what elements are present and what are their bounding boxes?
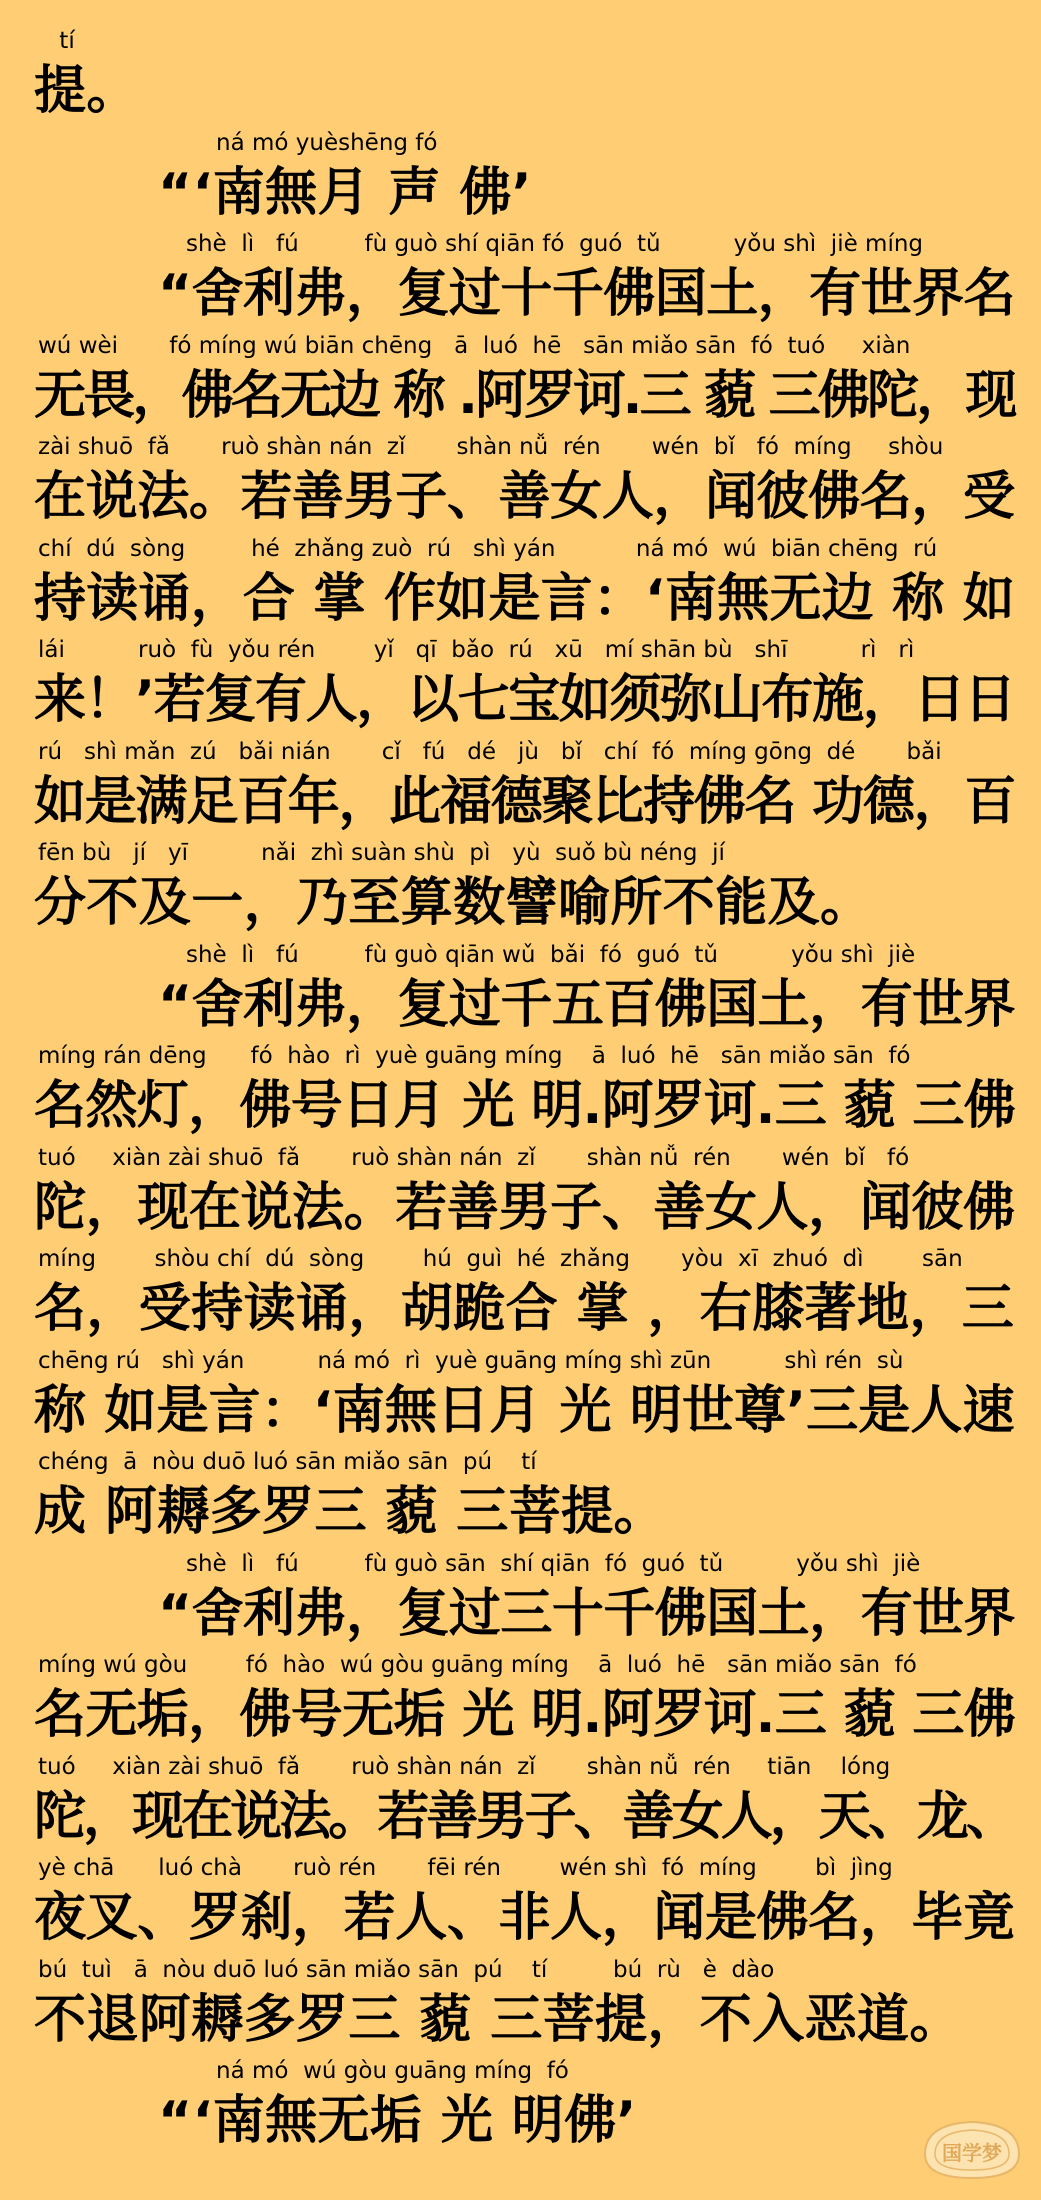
text-line [0,1853,1041,1954]
pinyin-annotation: míng wú gòu fó hào wú gòu guāng míng ā luó hē sān miǎo sān fó [38,1652,917,1678]
chinese-text: 称 如是言：‘南無日月 光 明世尊’三是人速 [34,1380,1015,1441]
chinese-text: 名然灯，佛号日月 光 明.阿罗诃.三 藐 三佛 [34,1076,1016,1136]
chinese-text: 如是满足百年，此福德聚比持佛名 功德，百 [34,771,1016,832]
chinese-text: 名无垢，佛号无垢 光 明.阿罗诃.三 藐 三佛 [34,1685,1016,1745]
pinyin-annotation: míng shòu chí dú sòng hú guì hé zhǎng yòu xī zhuó dì sān [38,1246,963,1272]
chinese-text: “舍利弗，复过三十千佛国土，有世界 [158,1583,1015,1644]
pinyin-annotation: chēng rú shì yán ná mó rì yuè guāng míng shì zūn shì rén sù [38,1347,904,1374]
chinese-text: “‘南無月 声 佛’ [158,162,532,223]
chinese-text: 成 阿耨多罗三 藐 三菩提。 [34,1482,666,1542]
chinese-text: 陀，现在说法。若善男子、善女人，天、龙、 [34,1786,1016,1847]
text-line [0,432,1041,533]
pinyin-annotation: shè lì fú fù guò sān shí qiān fó guó tǔ yǒu shì jiè [186,1550,921,1577]
pinyin-annotation: tí [52,28,75,54]
text-line [0,1955,1041,2056]
pinyin-annotation: yè chā luó chà ruò rén fēi rén wén shì fó míng bì jìng [38,1855,893,1881]
chinese-text: “舍利弗，复过十千佛国土，有世界名 [158,264,1015,324]
pinyin-annotation: chí dú sòng hé zhǎng zuò rú shì yán ná mó wú biān chēng rú [38,535,938,562]
chinese-text: “‘南無无垢 光 明佛’ [158,2091,637,2151]
pinyin-annotation: bú tuì ā nòu duō luó sān miǎo sān pú tí bú rù è dào [38,1956,775,1983]
pinyin-annotation: tuó xiàn zài shuō fǎ ruò shàn nán zǐ shàn nǚ rén wén bǐ fó [38,1144,910,1171]
text-line [0,1650,1041,1751]
text-line [0,1244,1041,1345]
pinyin-annotation: wú wèi fó míng wú biān chēng ā luó hē sān miǎo sān fó tuó xiàn [38,332,911,359]
text-line [0,1143,1041,1244]
pinyin-annotation: zài shuō fǎ ruò shàn nán zǐ shàn nǚ rén wén bǐ fó míng shòu [38,434,944,460]
chinese-text: 来！’若复有人，以七宝如须弥山布施，日日 [34,670,1015,730]
chinese-text: 陀，现在说法。若善男子、善女人，闻彼佛 [34,1177,1015,1238]
text-line [0,737,1041,838]
text-line [0,1752,1041,1853]
text-line [0,1447,1041,1548]
text-line [0,2056,1041,2157]
text-line [0,1549,1041,1650]
chinese-text: 持读诵，合 掌 作如是言：‘南無无边 称 如 [34,568,1015,629]
chinese-text: 无畏，佛名无边 称 .阿罗诃.三 藐 三佛陀，现 [34,365,1015,426]
pinyin-annotation: fēn bù jí yī nǎi zhì suàn shù pì yù suǒ bù néng jí [38,840,725,866]
text-line [0,1346,1041,1447]
pinyin-annotation: ná mó wú gòu guāng míng fó [216,2058,569,2084]
chinese-text: 夜叉、罗刹，若人、非人，闻是佛名，毕竟 [34,1888,1015,1948]
text-line [0,534,1041,635]
chinese-text: 在说法。若善男子、善女人，闻彼佛名，受 [34,467,1015,527]
pinyin-annotation: shè lì fú fù guò qiān wǔ bǎi fó guó tǔ yǒu shì jiè [186,941,916,968]
chinese-text: 名，受持读诵，胡跪合 掌 ，右膝著地，三 [34,1279,1015,1339]
pinyin-annotation: rú shì mǎn zú bǎi nián cǐ fú dé jù bǐ chí fó míng gōng dé bǎi [38,738,942,765]
text-line [0,26,1041,127]
pinyin-annotation: chéng ā nòu duō luó sān miǎo sān pú tí [38,1449,537,1475]
text-line [0,940,1041,1041]
pinyin-annotation: shè lì fú fù guò shí qiān fó guó tǔ yǒu shì jiè míng [186,231,924,257]
seal-logo [917,2114,1027,2184]
pinyin-annotation: lái ruò fù yǒu rén yǐ qī bǎo rú xū mí shān bù shī rì rì [38,637,915,663]
chinese-text: 不退阿耨多罗三 藐 三菩提，不入恶道。 [34,1989,962,2050]
pinyin-annotation: tuó xiàn zài shuō fǎ ruò shàn nán zǐ shàn nǚ rén tiān lóng [38,1753,891,1780]
chinese-text: “舍利弗，复过千五百佛国土，有世界 [158,974,1015,1035]
text-line [0,838,1041,939]
pinyin-annotation: míng rán dēng fó hào rì yuè guāng míng ā luó hē sān miǎo sān fó [38,1043,911,1069]
text-line [0,1041,1041,1142]
chinese-text: 分不及一，乃至算数譬喻所不能及。 [34,873,873,933]
text-line [0,229,1041,330]
text-line [0,331,1041,432]
chinese-text: 提。 [34,61,139,121]
text-line [0,635,1041,736]
pinyin-annotation: ná mó yuèshēng fó [216,129,438,156]
text-line [0,128,1041,229]
svg-text:国学梦: 国学梦 [942,2141,1002,2165]
